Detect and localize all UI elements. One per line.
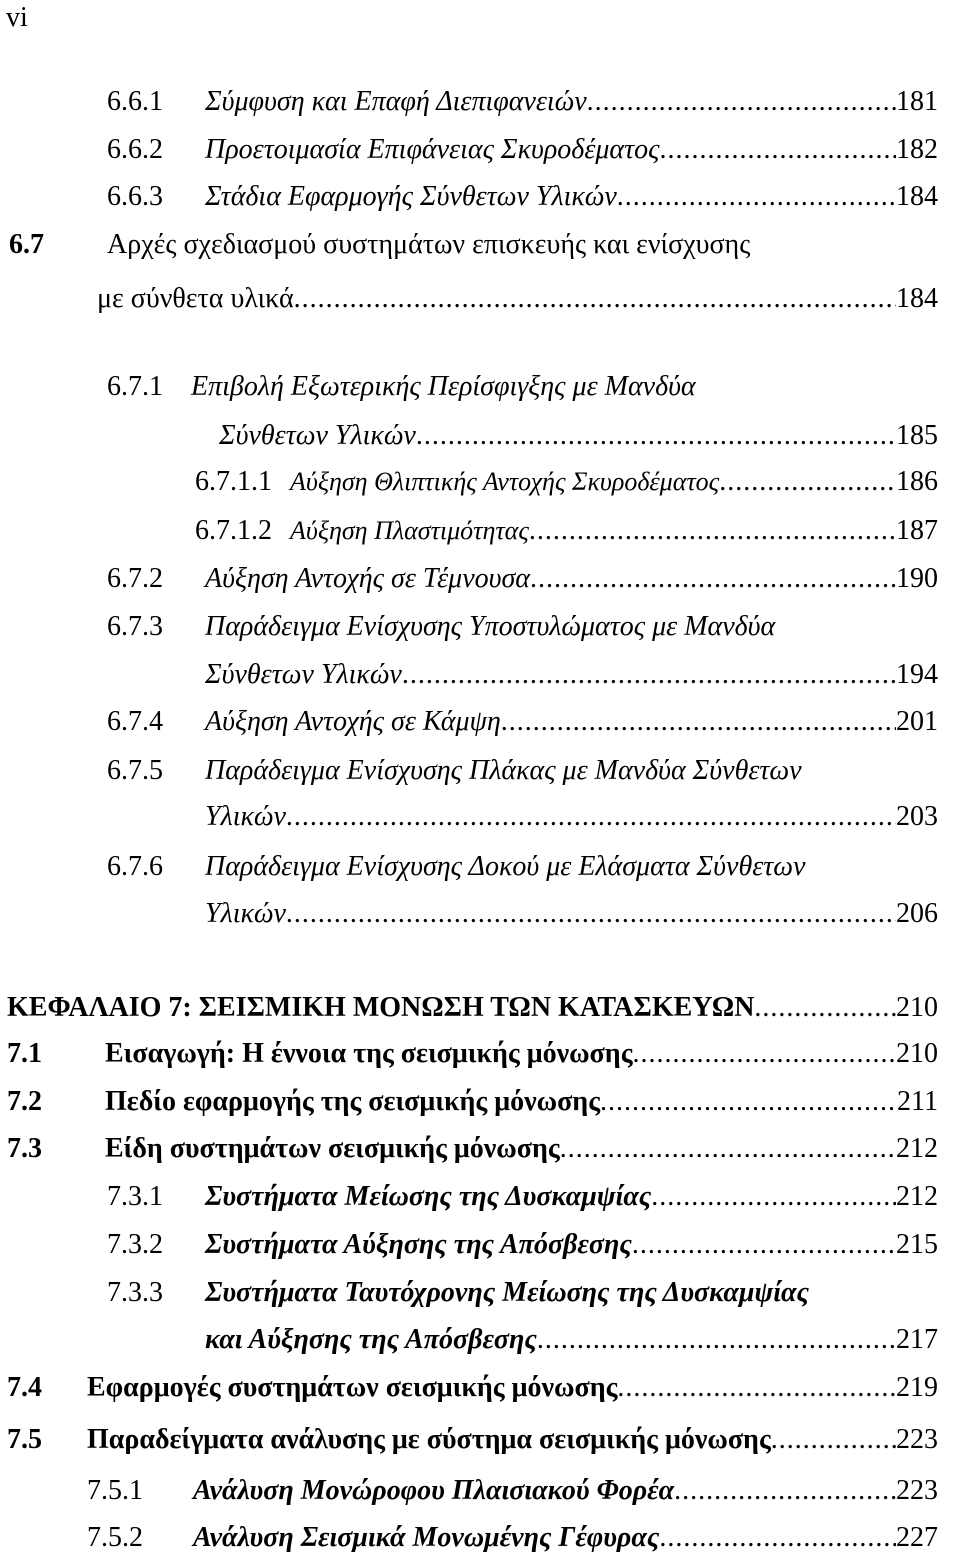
entry-number: 7.5.1	[87, 1475, 143, 1506]
entry-title: Πεδίο εφαρμογής της σεισμικής μόνωσης	[105, 1086, 601, 1117]
entry-title: Αύξηση Πλαστιμότητας	[290, 516, 529, 545]
dot-leader	[294, 283, 896, 315]
entry-number: 6.6.1	[107, 86, 163, 117]
entry-title: Αρχές σχεδιασμού συστημάτων επισκευής και ενίσχυσης	[107, 229, 751, 260]
entry-page: 223	[896, 1424, 938, 1455]
dot-leader	[771, 1424, 896, 1456]
entry-title: Αύξηση Αντοχής σε Κάμψη	[205, 706, 501, 737]
toc-entry[interactable]	[107, 1181, 938, 1221]
dot-leader	[651, 1181, 896, 1213]
entry-number: 6.7	[9, 229, 44, 260]
dot-leader	[416, 420, 896, 452]
entry-number: 7.3.3	[107, 1277, 163, 1308]
entry-number: 7.3.2	[107, 1229, 163, 1260]
toc-entry-continuation[interactable]	[205, 659, 938, 699]
dot-leader	[754, 992, 896, 1024]
entry-title: Παραδείγματα ανάλυσης με σύστημα σεισμικής μόνωσης	[87, 1424, 771, 1455]
toc-entry[interactable]	[7, 1038, 938, 1078]
dot-leader	[719, 466, 896, 498]
toc-entry-heading[interactable]	[107, 1277, 809, 1317]
entry-page: 184	[896, 283, 938, 314]
entry-title: Επιβολή Εξωτερικής Περίσφιγξης με Μανδύα	[191, 371, 696, 402]
dot-leader	[617, 181, 896, 213]
entry-title: Ανάλυση Σεισμικά Μονωμένης Γέφυρας	[193, 1522, 660, 1553]
entry-title: Συστήματα Αύξησης της Απόσβεσης	[205, 1229, 632, 1260]
toc-entry[interactable]	[107, 86, 938, 126]
entry-title: Ανάλυση Μονώροφου Πλαισιακού Φορέα	[193, 1475, 675, 1506]
entry-number: 7.1	[7, 1038, 42, 1069]
entry-page: 223	[896, 1475, 938, 1506]
entry-title: Παράδειγμα Ενίσχυσης Πλάκας με Μανδύα Σύνθετων	[205, 755, 802, 786]
entry-page: 212	[896, 1181, 938, 1212]
entry-page: 217	[896, 1324, 938, 1355]
entry-title-continuation: Σύνθετων Υλικών	[205, 659, 402, 690]
toc-entry-continuation[interactable]	[205, 801, 938, 841]
toc-entry-continuation[interactable]	[97, 283, 938, 323]
toc-entry[interactable]	[7, 1133, 938, 1173]
dot-leader	[600, 1086, 897, 1118]
entry-title: Στάδια Εφαρμογής Σύνθετων Υλικών	[205, 181, 617, 212]
entry-page: 210	[896, 992, 938, 1023]
toc-entry-heading[interactable]	[107, 371, 696, 411]
toc-entry[interactable]	[7, 1086, 938, 1126]
entry-page: 201	[896, 706, 938, 737]
entry-page: 185	[896, 420, 938, 451]
entry-number: 7.3.1	[107, 1181, 163, 1212]
toc-entry-heading[interactable]	[107, 755, 802, 795]
toc-entry[interactable]	[87, 1475, 938, 1515]
toc-entry-heading[interactable]	[9, 229, 750, 269]
page-number: vi	[6, 2, 28, 33]
dot-leader	[537, 1324, 896, 1356]
entry-number: 7.3	[7, 1133, 42, 1164]
dot-leader	[530, 563, 896, 595]
entry-page: 215	[896, 1229, 938, 1260]
entry-number: 6.6.2	[107, 134, 163, 165]
dot-leader	[560, 1133, 896, 1165]
dot-leader	[659, 134, 896, 166]
entry-title: Αύξηση Αντοχής σε Τέμνουσα	[205, 563, 530, 594]
toc-entry[interactable]	[107, 181, 938, 221]
entry-title-continuation: με σύνθετα υλικά	[97, 283, 294, 314]
entry-page: 210	[896, 1038, 938, 1069]
entry-title: Σύμφυση και Επαφή Διεπιφανειών	[205, 86, 587, 117]
toc-entry[interactable]	[107, 134, 938, 174]
dot-leader	[286, 801, 896, 833]
entry-title: Παράδειγμα Ενίσχυσης Δοκού με Ελάσματα Σύνθετων	[205, 851, 806, 882]
dot-leader	[617, 1372, 896, 1404]
entry-page: 219	[896, 1372, 938, 1403]
entry-title: Παράδειγμα Ενίσχυσης Υποστυλώματος με Μανδύα	[205, 611, 776, 642]
dot-leader	[286, 898, 896, 930]
entry-number: 6.7.3	[107, 611, 163, 642]
entry-page: 206	[896, 898, 938, 929]
entry-number: 7.4	[7, 1372, 42, 1403]
toc-entry[interactable]	[107, 706, 938, 746]
toc-entry-continuation[interactable]	[219, 420, 938, 460]
entry-number: 6.7.6	[107, 851, 163, 882]
entry-number: 6.7.2	[107, 563, 163, 594]
entry-page: 187	[896, 515, 938, 546]
entry-title: Είδη συστημάτων σεισμικής μόνωσης	[105, 1133, 560, 1164]
dot-leader	[674, 1475, 896, 1507]
dot-leader	[529, 515, 896, 547]
toc-entry[interactable]	[7, 1372, 938, 1412]
entry-page: 184	[896, 181, 938, 212]
entry-number: 6.6.3	[107, 181, 163, 212]
dot-leader	[587, 86, 896, 118]
entry-page: 227	[896, 1522, 938, 1553]
entry-title: Συστήματα Ταυτόχρονης Μείωσης της Δυσκαμψίας	[205, 1277, 809, 1308]
entry-page: 186	[896, 466, 938, 497]
entry-page: 203	[896, 801, 938, 832]
entry-page: 211	[897, 1086, 938, 1117]
entry-title-continuation: Σύνθετων Υλικών	[219, 420, 416, 451]
entry-number: 7.5	[7, 1424, 42, 1455]
dot-leader	[402, 659, 896, 691]
entry-title: Αύξηση Θλιπτικής Αντοχής Σκυροδέματος	[290, 467, 720, 496]
toc-chapter-entry[interactable]	[7, 992, 938, 1032]
toc-entry[interactable]	[107, 563, 938, 603]
toc-entry-continuation[interactable]	[205, 1324, 938, 1364]
chapter-title: ΚΕΦΑΛΑΙΟ 7: ΣΕΙΣΜΙΚΗ ΜΟΝΩΣΗ ΤΩΝ ΚΑΤΑΣΚΕΥΩΝ	[7, 992, 755, 1023]
entry-number: 6.7.1.2	[195, 515, 272, 546]
dot-leader	[632, 1229, 896, 1261]
dot-leader	[633, 1038, 896, 1070]
entry-page: 190	[896, 563, 938, 594]
entry-title: Εφαρμογές συστημάτων σεισμικής μόνωσης	[87, 1372, 618, 1403]
entry-page: 212	[896, 1133, 938, 1164]
entry-number: 6.7.4	[107, 706, 163, 737]
entry-title: Εισαγωγή: Η έννοια της σεισμικής μόνωσης	[105, 1038, 633, 1069]
entry-title-continuation: και Αύξησης της Απόσβεσης	[205, 1324, 537, 1355]
dot-leader	[659, 1522, 896, 1554]
entry-number: 7.2	[7, 1086, 42, 1117]
toc-entry[interactable]	[195, 515, 938, 555]
toc-entry[interactable]	[107, 1229, 938, 1269]
entry-number: 6.7.1.1	[195, 466, 272, 497]
toc-entry-continuation[interactable]	[205, 898, 938, 938]
entry-title: Συστήματα Μείωσης της Δυσκαμψίας	[205, 1181, 652, 1212]
toc-entry[interactable]	[7, 1424, 938, 1464]
toc-entry[interactable]	[87, 1522, 938, 1562]
entry-number: 6.7.1	[107, 371, 163, 402]
entry-number: 6.7.5	[107, 755, 163, 786]
entry-page: 182	[896, 134, 938, 165]
toc-entry-heading[interactable]	[107, 851, 805, 891]
toc-entry[interactable]	[195, 466, 938, 506]
entry-title-continuation: Υλικών	[205, 898, 286, 929]
entry-page: 194	[896, 659, 938, 690]
entry-title: Προετοιμασία Επιφάνειας Σκυροδέματος	[205, 134, 660, 165]
dot-leader	[501, 706, 896, 738]
entry-title-continuation: Υλικών	[205, 801, 286, 832]
entry-number: 7.5.2	[87, 1522, 143, 1553]
toc-entry-heading[interactable]	[107, 611, 775, 651]
entry-page: 181	[896, 86, 938, 117]
